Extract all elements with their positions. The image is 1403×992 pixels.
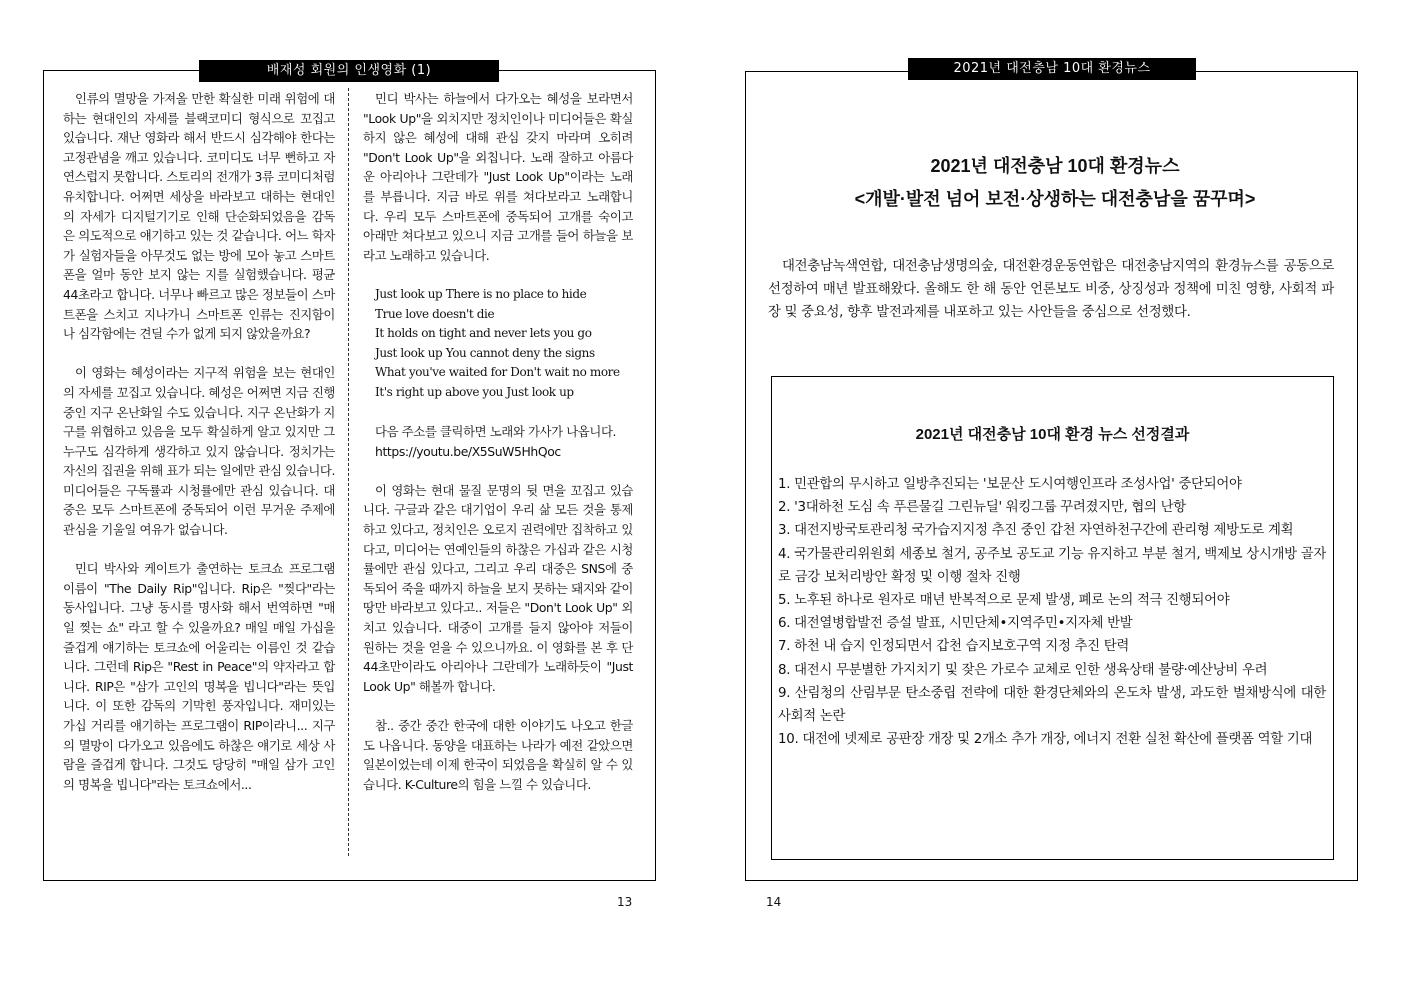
paragraph: 이 영화는 혜성이라는 지구적 위험을 보는 현대인의 자세를 꼬집고 있습니다. 혜성은 어쩌면 지금 진행 중인 지구 온난화일 수도 있습니다. 지구 온난화가 지구를 위협하고 있음을 모두 확실하게 알고 있지만 그 누구도 심각하게 생각하고 있지 않습니다. 정치가는 자신의 집권을 위해 표가 되는 일에만 관심 있습니다. 미디어들은 구독률과 시청률에만 관심 있습니다. 대중은 모두 스마트폰에 중독되어 이런 무거운 주제에 관심을 기울일 여유가 없습니다. <box>63 365 335 538</box>
intro-paragraph: 대전충남녹색연합, 대전충남생명의숲, 대전환경운동연합은 대전충남지역의 환경뉴스를 공동으로 선정하여 매년 발표해왔다. 올해도 한 해 동안 언론보도 비중, 상징성과 정책에 미친 영향, 사회적 파장 및 중요성, 향후 발전과제를 내포하고 있는 사안들을 중심으로 선정했다. <box>768 259 1334 320</box>
list-item: 5. 노후된 하나로 원자로 매년 반복적으로 문제 발생, 폐로 논의 적극 진행되어야 <box>778 593 1230 609</box>
right-page-header: 2021년 대전충남 10대 환경뉴스 <box>908 58 1196 80</box>
list-item: 4. 국가물관리위원회 세종보 철거, 공주보 공도교 기능 유지하고 부분 철거, 백제보 상시개방 골자로 금강 보처리방안 확정 및 이행 절차 진행 <box>778 546 1326 585</box>
lyric-line: It's right up above you Just look up <box>375 384 574 399</box>
list-item: 2. '3대하천 도심 속 푸른물길 그린뉴딜' 워킹그룹 꾸려졌지만, 협의 난항 <box>778 500 1186 516</box>
left-page-number: 13 <box>617 895 633 909</box>
results-box <box>771 376 1334 860</box>
page-title: 2021년 대전충남 10대 환경뉴스 <box>930 156 1180 176</box>
paragraph: 이 영화는 현대 물질 문명의 뒷 면을 꼬집고 있습니다. 구글과 같은 대기업이 우리 삶 모든 것을 통제하고 있다고, 정치인은 오로지 권력에만 집착하고 있다고, 미디어는 연예인들의 하찮은 가십과 같은 시청률에만 관심 있다고, 그리고 우리 대중은 SNS에 중독되어 죽을 때까지 하늘을 보지 못하는 돼지와 같이 땅만 바라보고 있다고.. 저들은 "Don't Look Up" 외치고 있습니다. 대중이 고개를 들지 않아야 저들이 원하는 것을 얻을 수 있으니까요. 이 영화를 본 후 단 44초만이라도 아리아나 그란데가 노래하듯이 "Just Look Up" 해볼까 합니다. <box>363 482 633 694</box>
column-divider <box>348 88 349 856</box>
results-list <box>778 473 1326 751</box>
lyric-line: Just look up You cannot deny the signs <box>375 345 595 360</box>
lyrics-block <box>363 285 633 403</box>
left-column-1 <box>63 89 335 794</box>
results-title: 2021년 대전충남 10대 환경 뉴스 선정결과 <box>915 426 1190 443</box>
lyric-line: True love doesn't die <box>375 306 495 321</box>
paragraph: 민디 박사는 하늘에서 다가오는 혜성을 보라면서 "Look Up"을 외치지만 정치인이나 미디어들은 확실하지 않은 혜성에 대해 관심 갖지 마라며 오히려 "Don't Look Up"을 외칩니다. 노래 잘하고 아름다운 아리아나 그란데가 "Just Look Up"이라는 노래를 부릅니다. 지금 바로 위를 쳐다보라고 노래합니다. 우리 모두 스마트폰에 중독되어 고개를 숙이고 아래만 쳐다보고 있으니 지금 고개를 들어 하늘을 보라고 노래하고 있습니다. <box>363 91 633 263</box>
lyric-line: Just look up There is no place to hide <box>375 286 587 301</box>
list-item: 1. 민관합의 무시하고 일방추진되는 '보문산 도시여행인프라 조성사업' 중단되어야 <box>778 477 1242 492</box>
list-item: 7. 하천 내 습지 인정되면서 갑천 습지보호구역 지정 추진 탄력 <box>778 639 1130 655</box>
list-item: 8. 대전시 무분별한 가지치기 및 잦은 가로수 교체로 인한 생육상태 불량·예산낭비 우려 <box>778 662 1268 678</box>
paragraph: 인류의 멸망을 가져올 만한 확실한 미래 위험에 대하는 현대인의 자세를 블랙코미디 형식으로 꼬집고 있습니다. 재난 영화라 해서 반드시 심각해야 한다는 고정관념을 깨고 있습니다. 코미디도 너무 뻔하고 자연스럽지 못합니다. 스토리의 전개가 3류 코미디처럼 유치합니다. 어쩌면 세상을 바라보고 대하는 현대인의 자세가 디지털기기로 인해 단순화되었음을 감독은 의도적으로 얘기하고 있는 것 같습니다. 어느 학자가 실험자들을 아무것도 없는 방에 모아 놓고 스마트폰을 얼마 동안 보지 않는 지를 실험했습니다. 평균 44초라고 합니다. 너무나 빠르고 많은 정보들이 스마트폰을 스치고 지나가니 스마트폰 인류는 진지함이나 심각함에는 견딜 수가 없게 되지 않았을까요? <box>63 91 335 342</box>
paragraph: 참.. 중간 중간 한국에 대한 이야기도 나오고 한글도 나옵니다. 동양을 대표하는 나라가 예전 같았으면 일본이었는데 이제 한국이 되었음을 확실히 알 수 있습니다. K-Culture의 힘을 느낄 수 있습니다. <box>363 718 633 792</box>
list-item: 10. 대전에 넷제로 공판장 개장 및 2개소 추가 개장, 에너지 전환 실천 확산에 플랫폼 역할 기대 <box>778 732 1313 748</box>
paragraph: 민디 박사와 케이트가 출연하는 토크쇼 프로그램 이름이 "The Daily Rip"입니다. Rip은 "찢다"라는 동사입니다. 그냥 동시를 명사화 해서 번역하면 "매일 찢는 쇼" 라고 할 수 있을까요? 매일 매일 가십을 즐겁게 얘기하는 토크쇼에 어울리는 이름인 것 같습니다. 그런데 Rip은 "Rest in Peace"의 약자라고 합니다. RIP은 "삼가 고인의 명복을 빕니다"라는 뜻입니다. 이 또한 감독의 기막힌 풍자입니다. 재미있는 가십 거리를 얘기하는 프로그램이 RIP이라니... 지구의 멸망이 다가오고 있음에도 하찮은 얘기로 세상 사람을 즐겁게 합니다. 그것도 당당히 "매일 삼가 고인의 명복을 빕니다"라는 토크쇼에서... <box>63 561 335 792</box>
list-item: 6. 대전열병합발전 증설 발표, 시민단체•지역주민•지자체 반발 <box>778 616 1133 632</box>
youtube-link[interactable]: https://youtu.be/X5SuW5HhQoc <box>375 443 561 459</box>
link-intro: 다음 주소를 클릭하면 노래와 가사가 나옵니다. <box>375 424 617 440</box>
list-item: 3. 대전지방국토관리청 국가습지지정 추진 중인 갑천 자연하천구간에 관리형 제방도로 계획 <box>778 523 1294 539</box>
page-subtitle: <개발·발전 넘어 보전·상생하는 대전충남을 꿈꾸며> <box>854 189 1256 209</box>
intro-text <box>768 255 1334 324</box>
right-page-number: 14 <box>766 895 782 909</box>
list-item: 9. 산림청의 산림부문 탄소중립 전략에 대한 환경단체와의 온도차 발생, 과도한 벌채방식에 대한 사회적 논란 <box>778 685 1326 725</box>
left-column-2 <box>363 89 633 794</box>
lyric-line: What you've waited for Don't wait no more <box>375 365 620 380</box>
lyric-line: It holds on tight and never lets you go <box>375 326 592 341</box>
left-page-header: 배재성 회원의 인생영화 (1) <box>199 60 499 82</box>
